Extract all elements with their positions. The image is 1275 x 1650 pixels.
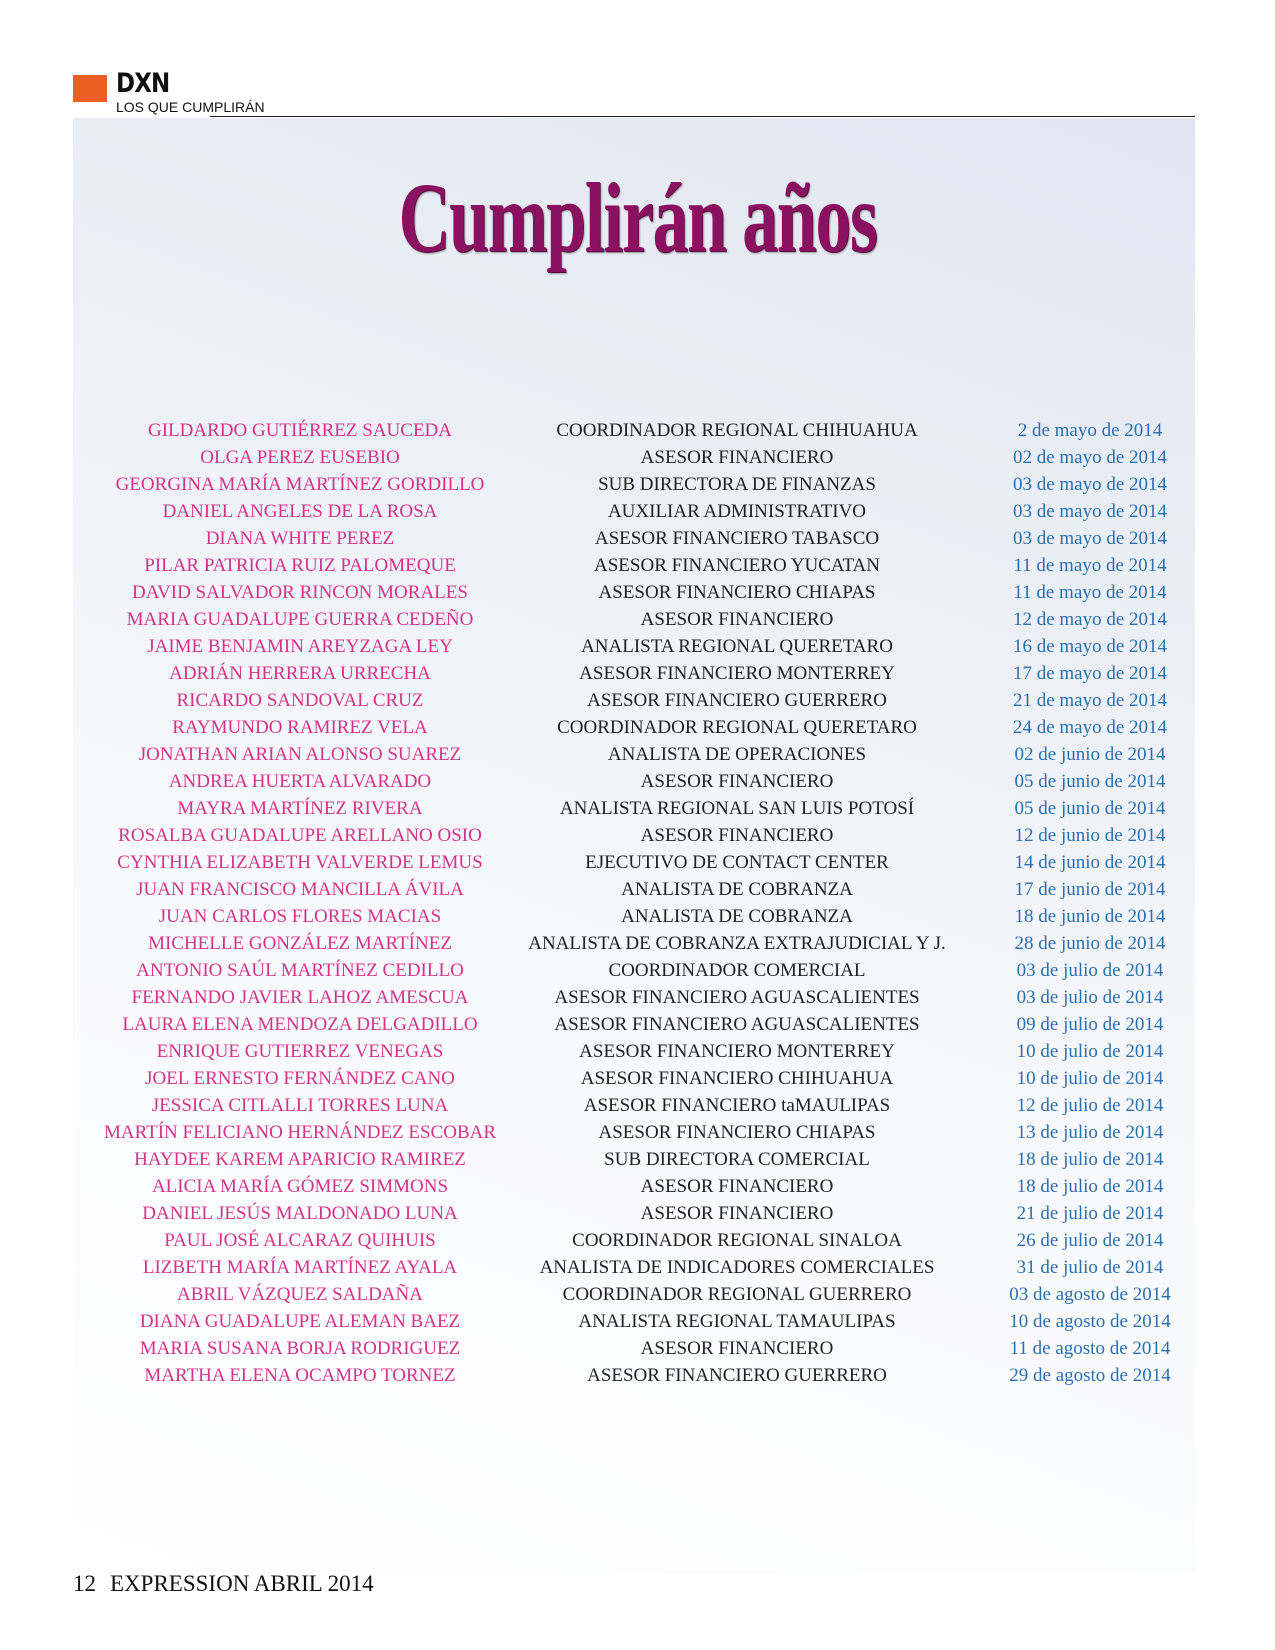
birthday-date: 16 de mayo de 2014 <box>1012 636 1168 657</box>
person-name: LAURA ELENA MENDOZA DELGADILLO <box>122 1014 478 1035</box>
person-name: JESSICA CITLALLI TORRES LUNA <box>151 1095 449 1116</box>
job-title: ASESOR FINANCIERO AGUASCALIENTES <box>554 1014 920 1035</box>
job-title: ASESOR FINANCIERO <box>640 771 834 792</box>
birthday-date: 10 de julio de 2014 <box>1016 1068 1164 1089</box>
job-title: COORDINADOR REGIONAL QUERETARO <box>557 717 917 738</box>
birthday-row <box>0 957 1275 984</box>
header-divider <box>210 116 1195 117</box>
birthday-row <box>0 795 1275 822</box>
birthday-date: 17 de mayo de 2014 <box>1012 663 1168 684</box>
job-title: ASESOR FINANCIERO CHIHUAHUA <box>580 1068 894 1089</box>
birthday-date: 12 de junio de 2014 <box>1014 825 1166 846</box>
person-name: MICHELLE GONZÁLEZ MARTÍNEZ <box>148 933 452 954</box>
birthday-date: 03 de agosto de 2014 <box>1009 1284 1171 1305</box>
birthday-row <box>0 1308 1275 1335</box>
job-title: ASESOR FINANCIERO <box>640 447 834 468</box>
brand-color-block <box>73 75 107 102</box>
birthday-date: 10 de agosto de 2014 <box>1009 1311 1171 1332</box>
job-title: ASESOR FINANCIERO GUERRERO <box>587 690 887 711</box>
person-name: MARIA GUADALUPE GUERRA CEDEÑO <box>126 609 474 630</box>
job-title: ASESOR FINANCIERO MONTERREY <box>579 1041 895 1062</box>
page-footer <box>73 1572 374 1595</box>
birthday-row <box>0 1200 1275 1227</box>
job-title: ANALISTA DE COBRANZA <box>621 879 853 900</box>
birthday-row <box>0 741 1275 768</box>
birthday-date: 14 de junio de 2014 <box>1014 852 1166 873</box>
person-name: ADRIÁN HERRERA URRECHA <box>169 663 431 684</box>
birthday-row <box>0 1227 1275 1254</box>
job-title: SUB DIRECTORA DE FINANZAS <box>598 474 876 495</box>
person-name: LIZBETH MARÍA MARTÍNEZ AYALA <box>142 1257 458 1278</box>
job-title: ASESOR FINANCIERO YUCATAN <box>594 555 880 576</box>
person-name: DANIEL JESÚS MALDONADO LUNA <box>142 1203 458 1224</box>
birthday-date: 2 de mayo de 2014 <box>1017 420 1163 441</box>
person-name: GILDARDO GUTIÉRREZ SAUCEDA <box>148 420 452 441</box>
job-title: ASESOR FINANCIERO taMAULIPAS <box>583 1095 891 1116</box>
person-name: OLGA PEREZ EUSEBIO <box>200 447 400 468</box>
birthday-date: 11 de mayo de 2014 <box>1013 555 1167 576</box>
birthday-date: 29 de agosto de 2014 <box>1009 1365 1171 1386</box>
birthday-date: 03 de mayo de 2014 <box>1012 474 1168 495</box>
birthday-date: 09 de julio de 2014 <box>1016 1014 1164 1035</box>
birthday-date: 21 de julio de 2014 <box>1016 1203 1164 1224</box>
job-title: ANALISTA REGIONAL TAMAULIPAS <box>578 1311 896 1332</box>
person-name: ANTONIO SAÚL MARTÍNEZ CEDILLO <box>136 960 464 981</box>
birthday-row <box>0 1038 1275 1065</box>
birthday-row <box>0 984 1275 1011</box>
person-name: ENRIQUE GUTIERREZ VENEGAS <box>156 1041 444 1062</box>
job-title: ASESOR FINANCIERO MONTERREY <box>579 663 895 684</box>
birthday-row <box>0 525 1275 552</box>
job-title: ASESOR FINANCIERO <box>640 1338 834 1359</box>
job-title: COORDINADOR COMERCIAL <box>608 960 866 981</box>
birthday-row <box>0 1146 1275 1173</box>
person-name: DANIEL ANGELES DE LA ROSA <box>162 501 438 522</box>
person-name: RICARDO SANDOVAL CRUZ <box>176 690 424 711</box>
birthday-date: 02 de junio de 2014 <box>1014 744 1166 765</box>
job-title: ASESOR FINANCIERO <box>640 825 834 846</box>
job-title: ANALISTA DE COBRANZA EXTRAJUDICIAL Y J. <box>528 933 946 954</box>
birthday-date: 05 de junio de 2014 <box>1014 798 1166 819</box>
birthday-row <box>0 903 1275 930</box>
person-name: JUAN CARLOS FLORES MACIAS <box>158 906 442 927</box>
birthday-date: 03 de julio de 2014 <box>1016 960 1164 981</box>
birthday-row <box>0 471 1275 498</box>
brand-logo-text: DXN <box>116 68 170 99</box>
birthday-date: 18 de junio de 2014 <box>1014 906 1166 927</box>
birthday-date: 18 de julio de 2014 <box>1016 1176 1164 1197</box>
job-title: ASESOR FINANCIERO CHIAPAS <box>598 582 876 603</box>
birthday-row <box>0 606 1275 633</box>
person-name: JOEL ERNESTO FERNÁNDEZ CANO <box>145 1068 455 1089</box>
person-name: MARTHA ELENA OCAMPO TORNEZ <box>144 1365 456 1386</box>
job-title: ASESOR FINANCIERO AGUASCALIENTES <box>554 987 920 1008</box>
job-title: ANALISTA DE OPERACIONES <box>607 744 867 765</box>
job-title: SUB DIRECTORA COMERCIAL <box>604 1149 870 1170</box>
person-name: ROSALBA GUADALUPE ARELLANO OSIO <box>118 825 482 846</box>
birthday-date: 28 de junio de 2014 <box>1014 933 1166 954</box>
birthday-date: 03 de mayo de 2014 <box>1012 528 1168 549</box>
birthday-row <box>0 822 1275 849</box>
person-name: DIANA WHITE PEREZ <box>205 528 395 549</box>
birthday-row <box>0 876 1275 903</box>
birthday-row <box>0 1092 1275 1119</box>
birthday-row <box>0 444 1275 471</box>
job-title: ANALISTA DE INDICADORES COMERCIALES <box>539 1257 935 1278</box>
birthday-date: 05 de junio de 2014 <box>1014 771 1166 792</box>
job-title: ASESOR FINANCIERO <box>640 1176 834 1197</box>
birthday-date: 12 de mayo de 2014 <box>1012 609 1168 630</box>
person-name: ABRIL VÁZQUEZ SALDAÑA <box>177 1284 423 1305</box>
birthday-date: 11 de agosto de 2014 <box>1009 1338 1171 1359</box>
birthday-row <box>0 1254 1275 1281</box>
person-name: GEORGINA MARÍA MARTÍNEZ GORDILLO <box>115 474 485 495</box>
person-name: CYNTHIA ELIZABETH VALVERDE LEMUS <box>117 852 483 873</box>
birthday-list <box>0 417 1275 1389</box>
birthday-row <box>0 1065 1275 1092</box>
birthday-date: 17 de junio de 2014 <box>1014 879 1166 900</box>
job-title: ASESOR FINANCIERO <box>640 1203 834 1224</box>
birthday-date: 03 de mayo de 2014 <box>1012 501 1168 522</box>
job-title: ANALISTA REGIONAL QUERETARO <box>581 636 893 657</box>
page-number: 12 <box>73 1571 96 1596</box>
birthday-row <box>0 1281 1275 1308</box>
person-name: RAYMUNDO RAMIREZ VELA <box>172 717 428 738</box>
job-title: ASESOR FINANCIERO CHIAPAS <box>598 1122 876 1143</box>
person-name: FERNANDO JAVIER LAHOZ AMESCUA <box>131 987 469 1008</box>
job-title: COORDINADOR REGIONAL SINALOA <box>572 1230 902 1251</box>
birthday-date: 18 de julio de 2014 <box>1016 1149 1164 1170</box>
person-name: MARTÍN FELICIANO HERNÁNDEZ ESCOBAR <box>103 1122 497 1143</box>
birthday-date: 12 de julio de 2014 <box>1016 1095 1164 1116</box>
birthday-row <box>0 687 1275 714</box>
job-title: ASESOR FINANCIERO <box>640 609 834 630</box>
birthday-date: 24 de mayo de 2014 <box>1012 717 1168 738</box>
person-name: DIANA GUADALUPE ALEMAN BAEZ <box>139 1311 461 1332</box>
birthday-row <box>0 714 1275 741</box>
birthday-date: 03 de julio de 2014 <box>1016 987 1164 1008</box>
person-name: JONATHAN ARIAN ALONSO SUAREZ <box>138 744 462 765</box>
birthday-row <box>0 1119 1275 1146</box>
job-title: EJECUTIVO DE CONTACT CENTER <box>585 852 889 873</box>
page-title: Cumplirán años <box>398 162 877 273</box>
person-name: MAYRA MARTÍNEZ RIVERA <box>177 798 423 819</box>
birthday-date: 21 de mayo de 2014 <box>1012 690 1168 711</box>
birthday-row <box>0 1011 1275 1038</box>
job-title: ASESOR FINANCIERO TABASCO <box>594 528 880 549</box>
birthday-row <box>0 849 1275 876</box>
job-title: ANALISTA REGIONAL SAN LUIS POTOSÍ <box>559 798 915 819</box>
birthday-date: 31 de julio de 2014 <box>1016 1257 1164 1278</box>
job-title: COORDINADOR REGIONAL GUERRERO <box>562 1284 912 1305</box>
person-name: PAUL JOSÉ ALCARAZ QUIHUIS <box>164 1230 436 1251</box>
person-name: JUAN FRANCISCO MANCILLA ÁVILA <box>136 879 464 900</box>
person-name: MARIA SUSANA BORJA RODRIGUEZ <box>139 1338 461 1359</box>
birthday-date: 10 de julio de 2014 <box>1016 1041 1164 1062</box>
publication-name: EXPRESSION ABRIL 2014 <box>110 1571 374 1596</box>
birthday-row <box>0 579 1275 606</box>
birthday-row <box>0 1335 1275 1362</box>
birthday-row <box>0 660 1275 687</box>
job-title: AUXILIAR ADMINISTRATIVO <box>607 501 867 522</box>
birthday-row <box>0 1362 1275 1389</box>
person-name: ANDREA HUERTA ALVARADO <box>168 771 432 792</box>
birthday-row <box>0 417 1275 444</box>
person-name: ALICIA MARÍA GÓMEZ SIMMONS <box>151 1176 449 1197</box>
birthday-row <box>0 552 1275 579</box>
job-title: ANALISTA DE COBRANZA <box>621 906 853 927</box>
birthday-date: 11 de mayo de 2014 <box>1013 582 1167 603</box>
birthday-date: 26 de julio de 2014 <box>1016 1230 1164 1251</box>
person-name: JAIME BENJAMIN AREYZAGA LEY <box>147 636 453 657</box>
section-label: LOS QUE CUMPLIRÁN <box>116 99 265 115</box>
birthday-date: 02 de mayo de 2014 <box>1012 447 1168 468</box>
birthday-row <box>0 768 1275 795</box>
person-name: PILAR PATRICIA RUIZ PALOMEQUE <box>144 555 456 576</box>
job-title: ASESOR FINANCIERO GUERRERO <box>587 1365 887 1386</box>
person-name: HAYDEE KAREM APARICIO RAMIREZ <box>134 1149 466 1170</box>
birthday-row <box>0 1173 1275 1200</box>
person-name: DAVID SALVADOR RINCON MORALES <box>132 582 468 603</box>
birthday-row <box>0 633 1275 660</box>
birthday-row <box>0 930 1275 957</box>
birthday-date: 13 de julio de 2014 <box>1016 1122 1164 1143</box>
job-title: COORDINADOR REGIONAL CHIHUAHUA <box>556 420 918 441</box>
birthday-row <box>0 498 1275 525</box>
